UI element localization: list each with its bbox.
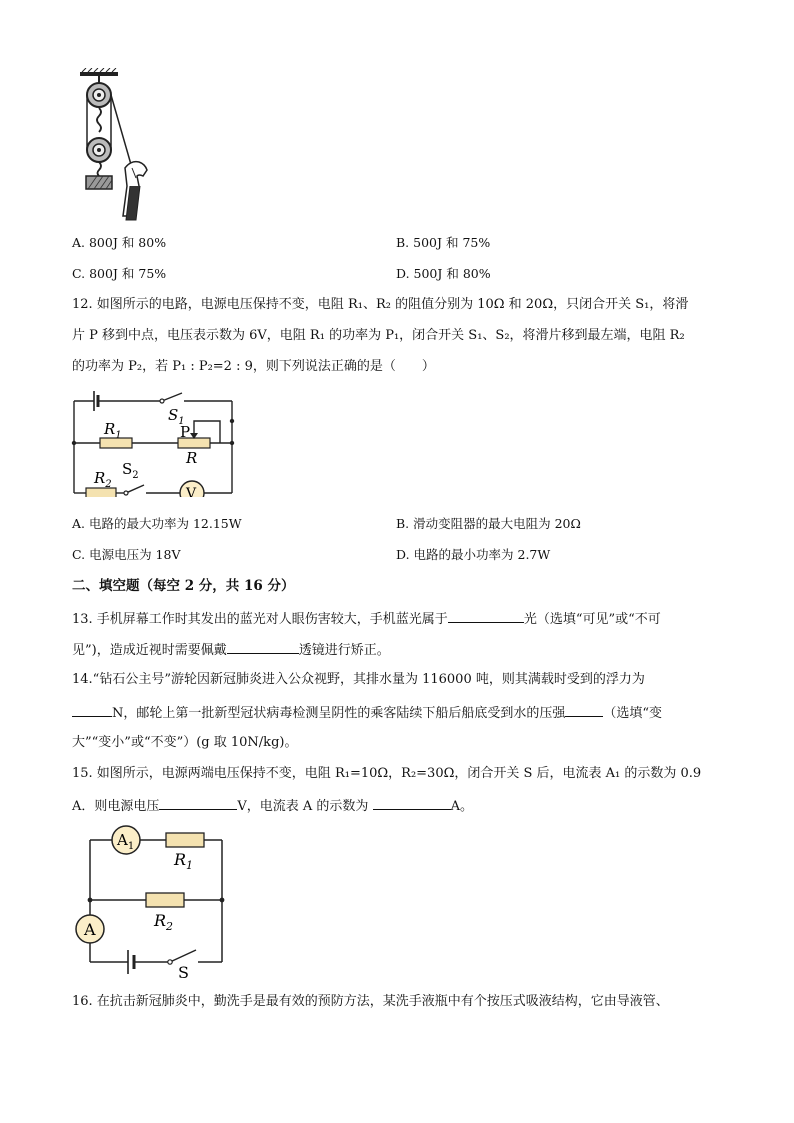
- q11-option-c: C. 800J 和 75%: [72, 266, 167, 281]
- q14-line-3: 大”“变小”或“不变”）(g 取 10N/kg)。: [72, 735, 298, 750]
- q13-text-1b: 光（选填“可见”或“不可: [523, 612, 661, 627]
- q14-blank-1[interactable]: [72, 702, 112, 717]
- q12-stem-line-2: 片 P 移到中点，电压表示数为 6V，电阻 R₁ 的功率为 P₁，闭合开关 S₁、S₂，将滑片移到最左端，电阻 R₂: [72, 328, 685, 343]
- q12-option-d: D. 电路的最小功率为 2.7W: [396, 547, 551, 562]
- q13-blank-1[interactable]: [448, 608, 524, 623]
- q14-text-2a: N，邮轮上第一批新型冠状病毒检测呈阴性的乘客陆续下船后船底受到水的压强: [112, 706, 566, 721]
- q14-line-2: [72, 702, 662, 724]
- q16-line-1: 16. 在抗击新冠肺炎中，勤洗手是最有效的预防方法，某洗手液瓶中有个按压式吸液结构，它由导液管、: [72, 994, 669, 1009]
- q12-stem-line-1: 12. 如图所示的电路，电源电压保持不变，电阻 R₁、R₂ 的阻值分别为 10Ω 和 20Ω，只闭合开关 S₁，将滑: [72, 297, 689, 312]
- q12-label-v: V: [186, 486, 197, 497]
- q15-circuit-diagram: [70, 822, 230, 980]
- pulley-figure: [70, 68, 165, 223]
- q13-text-2b: 透镜进行矫正。: [298, 643, 390, 658]
- q14-blank-2[interactable]: [565, 702, 603, 717]
- q14-text-2b: （选填“变: [603, 706, 663, 721]
- q12-stem-line-3: 的功率为 P₂，若 P₁ : P₂=2 : 9，则下列说法正确的是（ ）: [72, 359, 435, 374]
- q11-option-b: B. 500J 和 75%: [396, 235, 491, 250]
- q12-label-s2: $S_2$: [122, 460, 139, 481]
- q15-label-s: S: [178, 963, 189, 980]
- q14-line-1: 14.“钻石公主号”游轮因新冠肺炎进入公众视野，其排水量为 116000 吨，则其满载时受到的浮力为: [72, 672, 645, 687]
- q15-line-1: 15. 如图所示，电源两端电压保持不变，电阻 R₁=10Ω，R₂=30Ω，闭合开关 S 后，电流表 A₁ 的示数为 0.9: [72, 766, 702, 781]
- q15-text-2c: A。: [450, 799, 473, 814]
- q12-option-c: C. 电源电压为 18V: [72, 547, 181, 562]
- q13-text-1a: 13. 手机屏幕工作时其发出的蓝光对人眼伤害较大，手机蓝光属于: [72, 612, 448, 627]
- q11-option-d: D. 500J 和 80%: [396, 266, 491, 281]
- section-title: 二、填空题（每空 2 分，共 16 分）: [72, 578, 295, 594]
- q11-option-a: A. 800J 和 80%: [72, 235, 167, 250]
- q12-label-r1: $R_1$: [104, 420, 122, 441]
- q13-text-2a: 见”)，造成近视时需要佩戴: [72, 643, 227, 658]
- q13-line-2: [72, 639, 390, 661]
- q15-text-2b: V，电流表 A 的示数为: [237, 799, 369, 814]
- q15-label-a: A: [84, 920, 96, 939]
- q12-label-p: P: [180, 423, 191, 441]
- q15-label-r1: $R_1$: [174, 850, 194, 872]
- q15-blank-1[interactable]: [159, 795, 237, 810]
- q12-label-r: R: [186, 449, 198, 467]
- q12-option-a: A. 电路的最大功率为 12.15W: [72, 516, 242, 531]
- q12-label-r2: $R_2$: [94, 469, 112, 490]
- q12-label-s1: $S_1$: [168, 406, 185, 427]
- q15-text-2a: A．则电源电压: [72, 799, 160, 814]
- q13-blank-2[interactable]: [227, 639, 299, 654]
- q13-line-1: [72, 608, 661, 630]
- q15-label-r2: $R_2$: [154, 911, 174, 933]
- q15-blank-2[interactable]: [373, 795, 451, 810]
- q12-circuit-diagram: [70, 385, 240, 497]
- q15-line-2: [72, 795, 473, 817]
- q12-option-b: B. 滑动变阻器的最大电阻为 20Ω: [396, 516, 581, 531]
- q15-label-a1: $A_1$: [117, 831, 135, 852]
